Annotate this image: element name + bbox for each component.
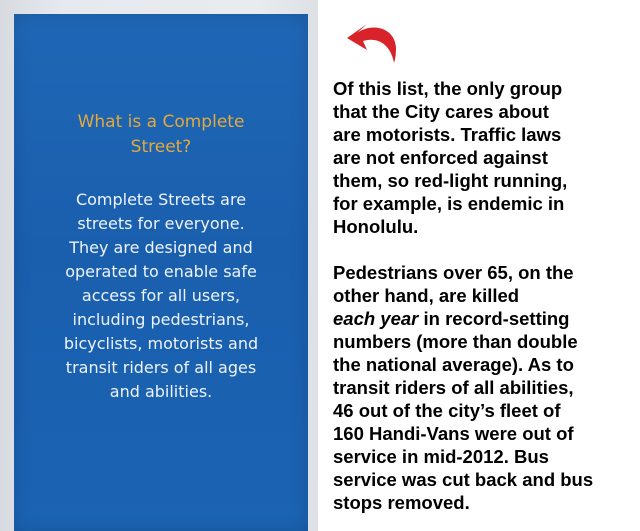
curved-arrow-icon xyxy=(343,20,403,66)
complete-street-poster xyxy=(14,14,308,531)
poster-photo xyxy=(0,0,318,531)
commentary-paragraph-1: Of this list, the only group that the City cares about are motorists. Traffic laws are not enforced against them, so red-light running, for example, is endemic in Honolulu. xyxy=(333,78,568,237)
commentary-paragraph-2 xyxy=(333,261,638,514)
paragraph-2-intro: Pedestrians over 65, on the other hand, are killed xyxy=(333,262,574,306)
paragraph-2-rest: in record-setting numbers (more than double the national average). As to transit riders of all abilities, 46 out of the city’s fleet of 160 Handi-Vans were out of service in mid-2012. Bus service was cut back and bus stops removed. xyxy=(333,308,594,513)
commentary-text xyxy=(333,77,638,514)
poster-body: Complete Streets are streets for everyone. They are designed and operated to enable safe access for all users, including pedestrians, bicyclists, motorists and transit riders of all ages and abilities. xyxy=(63,190,259,401)
paragraph-2-emphasis: each year xyxy=(333,308,419,329)
poster-title: What is a Complete Street? xyxy=(77,112,245,157)
